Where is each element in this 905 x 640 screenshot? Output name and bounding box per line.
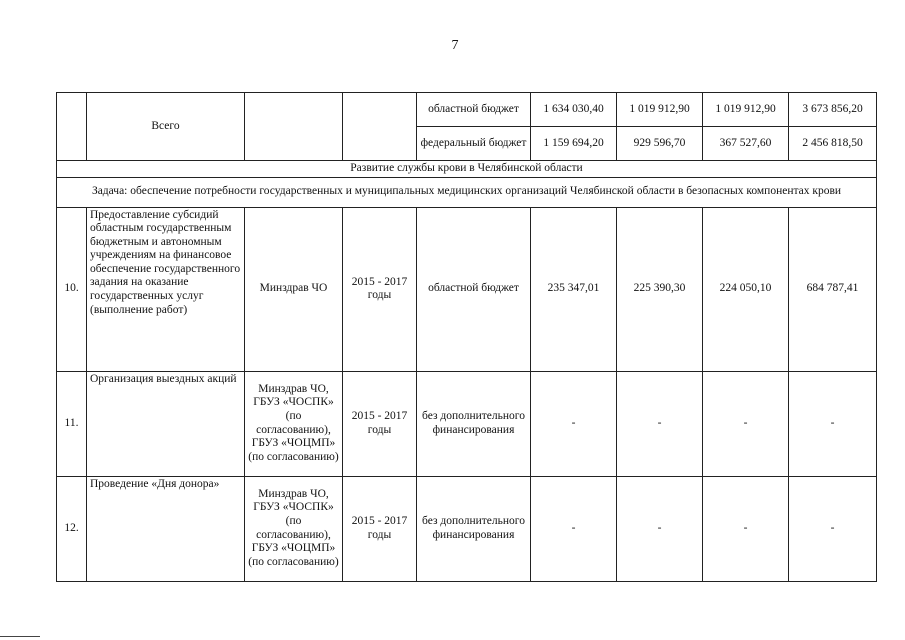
section-title: Развитие службы крови в Челябинской области	[57, 161, 877, 178]
row-number: 11.	[57, 371, 87, 476]
amount-2016: 929 596,70	[617, 127, 703, 161]
funding-source: федеральный бюджет	[417, 127, 531, 161]
activity-name: Организация выездных акций	[87, 371, 245, 476]
scan-edge-mark	[0, 636, 40, 637]
period: 2015 - 2017 годы	[343, 476, 417, 581]
amount-total: 684 787,41	[789, 207, 877, 371]
amount-2015: -	[531, 371, 617, 476]
amount-2017: 224 050,10	[703, 207, 789, 371]
amount-2017: 1 019 912,90	[703, 93, 789, 127]
row-number: 10.	[57, 207, 87, 371]
funding-source: областной бюджет	[417, 93, 531, 127]
budget-table	[56, 92, 877, 582]
amount-2015: 1 159 694,20	[531, 127, 617, 161]
funding-source: областной бюджет	[417, 207, 531, 371]
activity-name: Предоставление субсидий областным государственным бюджетным и автономным учреждениям на финансовое обеспечение государственного задания на оказание государственных услуг (выполнение работ)	[87, 207, 245, 371]
executor: Минздрав ЧО	[245, 207, 343, 371]
total-label: Всего	[87, 93, 245, 161]
executor: Минздрав ЧО, ГБУЗ «ЧОСПК» (по согласованию), ГБУЗ «ЧОЦМП» (по согласованию)	[245, 371, 343, 476]
amount-2015: 1 634 030,40	[531, 93, 617, 127]
amount-2017: -	[703, 371, 789, 476]
amount-total: -	[789, 476, 877, 581]
amount-2016: 225 390,30	[617, 207, 703, 371]
amount-2015: 235 347,01	[531, 207, 617, 371]
amount-2015: -	[531, 476, 617, 581]
activity-name: Проведение «Дня донора»	[87, 476, 245, 581]
executor: Минздрав ЧО, ГБУЗ «ЧОСПК» (по согласованию), ГБУЗ «ЧОЦМП» (по согласованию)	[245, 476, 343, 581]
table-row	[57, 207, 877, 371]
amount-2016: -	[617, 476, 703, 581]
total-executor-cell	[245, 93, 343, 161]
page-number: 7	[451, 38, 459, 53]
period: 2015 - 2017 годы	[343, 371, 417, 476]
amount-2016: -	[617, 371, 703, 476]
table-row	[57, 476, 877, 581]
amount-2017: 367 527,60	[703, 127, 789, 161]
total-period-cell	[343, 93, 417, 161]
amount-2017: -	[703, 476, 789, 581]
table-row	[57, 371, 877, 476]
total-number-cell	[57, 93, 87, 161]
section-row	[57, 161, 877, 178]
amount-2016: 1 019 912,90	[617, 93, 703, 127]
period: 2015 - 2017 годы	[343, 207, 417, 371]
funding-source: без дополнительного финансирования	[417, 371, 531, 476]
total-row-regional	[57, 93, 877, 127]
amount-total: -	[789, 371, 877, 476]
funding-source: без дополнительного финансирования	[417, 476, 531, 581]
task-row	[57, 177, 877, 207]
row-number: 12.	[57, 476, 87, 581]
task-title: Задача: обеспечение потребности государственных и муниципальных медицинских организаций Челябинской области в безопасных компонентах крови	[57, 177, 877, 207]
amount-total: 2 456 818,50	[789, 127, 877, 161]
amount-total: 3 673 856,20	[789, 93, 877, 127]
